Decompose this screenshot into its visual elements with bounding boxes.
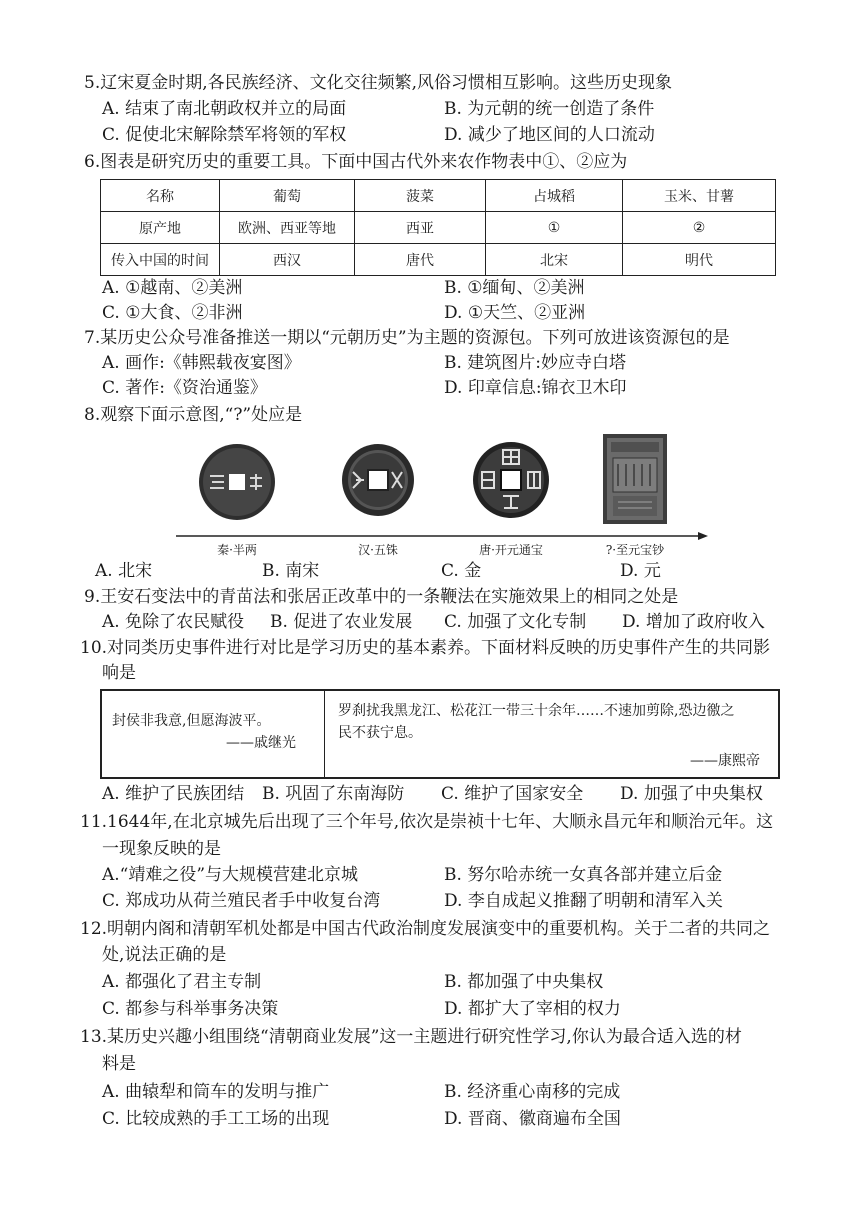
question-13-option-d[interactable]: D. 晋商、徽商遍布全国 xyxy=(444,1109,621,1129)
table-cell: 西亚 xyxy=(355,212,486,244)
question-12-stem: 12.明朝内阁和清朝军机处都是中国古代政治制度发展演变中的重要机构。关于二者的共同之 xyxy=(80,919,771,939)
table-cell: 北宋 xyxy=(486,244,623,276)
question-5-option-d[interactable]: D. 减少了地区间的人口流动 xyxy=(444,125,655,145)
wuzhu-coin-image xyxy=(342,444,414,516)
question-5-option-b[interactable]: B. 为元朝的统一创造了条件 xyxy=(444,99,655,119)
question-9-stem: 9.王安石变法中的青苗法和张居正改革中的一条鞭法在实施效果上的相同之处是 xyxy=(84,587,679,607)
question-11-option-d[interactable]: D. 李自成起义推翻了明朝和清军入关 xyxy=(444,891,723,911)
table-cell: ① xyxy=(486,212,623,244)
question-7-stem: 7.某历史公众号准备推送一期以“元朝历史”为主题的资源包。下列可放进该资源包的是 xyxy=(84,328,730,348)
table-cell: 明代 xyxy=(623,244,776,276)
question-12-option-a[interactable]: A. 都强化了君主专制 xyxy=(102,972,262,992)
question-13-stem-continued: 料是 xyxy=(102,1054,136,1074)
zhiyuan-banknote-image xyxy=(603,434,667,524)
question-7-option-b[interactable]: B. 建筑图片:妙应寺白塔 xyxy=(444,353,627,373)
quote-kangxi-line1: 罗刹扰我黑龙江、松花江一带三十余年……不速加剪除,恐边徼之 xyxy=(338,703,735,719)
currency-timeline xyxy=(170,430,710,560)
question-13-option-a[interactable]: A. 曲辕犁和筒车的发明与推广 xyxy=(102,1082,330,1102)
question-8-option-b[interactable]: B. 南宋 xyxy=(262,561,320,581)
question-5-stem: 5.辽宋夏金时期,各民族经济、文化交往频繁,风俗习惯相互影响。这些历史现象 xyxy=(84,73,673,93)
question-6-stem: 6.图表是研究历史的重要工具。下面中国古代外来农作物表中①、②应为 xyxy=(84,152,628,172)
quotes-box xyxy=(100,689,780,779)
question-11-option-c[interactable]: C. 郑成功从荷兰殖民者手中收复台湾 xyxy=(102,891,381,911)
banliang-coin-image xyxy=(199,444,275,520)
question-6-option-a[interactable]: A. ①越南、②美洲 xyxy=(102,278,243,298)
question-10-option-c[interactable]: C. 维护了国家安全 xyxy=(441,784,584,804)
question-9-option-a[interactable]: A. 免除了农民赋役 xyxy=(102,612,245,632)
question-5-option-c[interactable]: C. 促使北宋解除禁军将领的军权 xyxy=(102,125,347,145)
question-6-option-c[interactable]: C. ①大食、②非洲 xyxy=(102,303,243,323)
timeline-arrowhead xyxy=(698,532,708,540)
question-11-stem: 11.1644年,在北京城先后出现了三个年号,依次是崇祯十七年、大顺永昌元年和顺治元年。这 xyxy=(80,812,774,832)
table-cell: 传入中国的时间 xyxy=(101,244,220,276)
question-10-option-b[interactable]: B. 巩固了东南海防 xyxy=(262,784,405,804)
question-5-option-a[interactable]: A. 结束了南北朝政权并立的局面 xyxy=(102,99,347,119)
table-cell: 葡萄 xyxy=(220,180,355,212)
question-12-stem-continued: 处,说法正确的是 xyxy=(102,945,227,965)
question-11-option-a[interactable]: A.“靖难之役”与大规模营建北京城 xyxy=(102,865,359,885)
table-cell: 玉米、甘薯 xyxy=(623,180,776,212)
table-cell: 占城稻 xyxy=(486,180,623,212)
question-11-option-b[interactable]: B. 努尔哈赤统一女真各部并建立后金 xyxy=(444,865,723,885)
kaiyuan-coin-image xyxy=(473,442,549,518)
quote-qi-jiguang: 封侯非我意,但愿海波平。 xyxy=(112,713,271,729)
question-10-stem-continued: 响是 xyxy=(102,663,136,683)
question-12-option-c[interactable]: C. 都参与科举事务决策 xyxy=(102,999,279,1019)
question-6-option-b[interactable]: B. ①缅甸、②美洲 xyxy=(444,278,585,298)
quote-left-cell xyxy=(102,691,325,777)
question-8-option-d[interactable]: D. 元 xyxy=(620,561,661,581)
question-11-stem-continued: 一现象反映的是 xyxy=(102,839,221,859)
question-8-option-a[interactable]: A. 北宋 xyxy=(95,561,153,581)
table-cell: 名称 xyxy=(101,180,220,212)
quote-qi-jiguang-author: ——戚继光 xyxy=(226,735,296,751)
quote-kangxi-line2: 民不获宁息。 xyxy=(338,725,422,741)
question-10-stem: 10.对同类历史事件进行对比是学习历史的基本素养。下面材料反映的历史事件产生的共同影 xyxy=(80,638,771,658)
table-cell: 菠菜 xyxy=(355,180,486,212)
question-12-option-b[interactable]: B. 都加强了中央集权 xyxy=(444,972,604,992)
question-12-option-d[interactable]: D. 都扩大了宰相的权力 xyxy=(444,999,621,1019)
crops-table xyxy=(100,179,776,276)
question-10-option-a[interactable]: A. 维护了民族团结 xyxy=(102,784,245,804)
coin-label-qin: 秦·半两 xyxy=(217,543,257,557)
question-6-option-d[interactable]: D. ①天竺、②亚洲 xyxy=(444,303,586,323)
question-9-option-b[interactable]: B. 促进了农业发展 xyxy=(270,612,413,632)
table-cell: ② xyxy=(623,212,776,244)
question-8-option-c[interactable]: C. 金 xyxy=(441,561,482,581)
table-row xyxy=(101,244,776,276)
question-13-stem: 13.某历史兴趣小组围绕“清朝商业发展”这一主题进行研究性学习,你认为最合适入选的材 xyxy=(80,1027,742,1047)
table-cell: 原产地 xyxy=(101,212,220,244)
table-row xyxy=(101,180,776,212)
table-row xyxy=(101,212,776,244)
table-cell: 西汉 xyxy=(220,244,355,276)
question-8-stem: 8.观察下面示意图,“?”处应是 xyxy=(84,405,303,425)
question-13-option-c[interactable]: C. 比较成熟的手工工场的出现 xyxy=(102,1109,330,1129)
currency-timeline-graphic xyxy=(170,430,710,560)
coin-label-han: 汉·五铢 xyxy=(358,543,398,557)
coin-label-tang: 唐·开元通宝 xyxy=(479,543,543,557)
table-cell: 欧洲、西亚等地 xyxy=(220,212,355,244)
question-7-option-d[interactable]: D. 印章信息:锦衣卫木印 xyxy=(444,378,627,398)
question-9-option-d[interactable]: D. 增加了政府收入 xyxy=(622,612,765,632)
question-10-option-d[interactable]: D. 加强了中央集权 xyxy=(620,784,763,804)
question-13-option-b[interactable]: B. 经济重心南移的完成 xyxy=(444,1082,621,1102)
quote-kangxi-author: ——康熙帝 xyxy=(690,753,760,769)
question-9-option-c[interactable]: C. 加强了文化专制 xyxy=(444,612,587,632)
table-cell: 唐代 xyxy=(355,244,486,276)
coin-label-unknown: ?·至元宝钞 xyxy=(605,543,665,557)
question-7-option-c[interactable]: C. 著作:《资治通鉴》 xyxy=(102,378,267,398)
question-7-option-a[interactable]: A. 画作:《韩熙载夜宴图》 xyxy=(102,353,301,373)
